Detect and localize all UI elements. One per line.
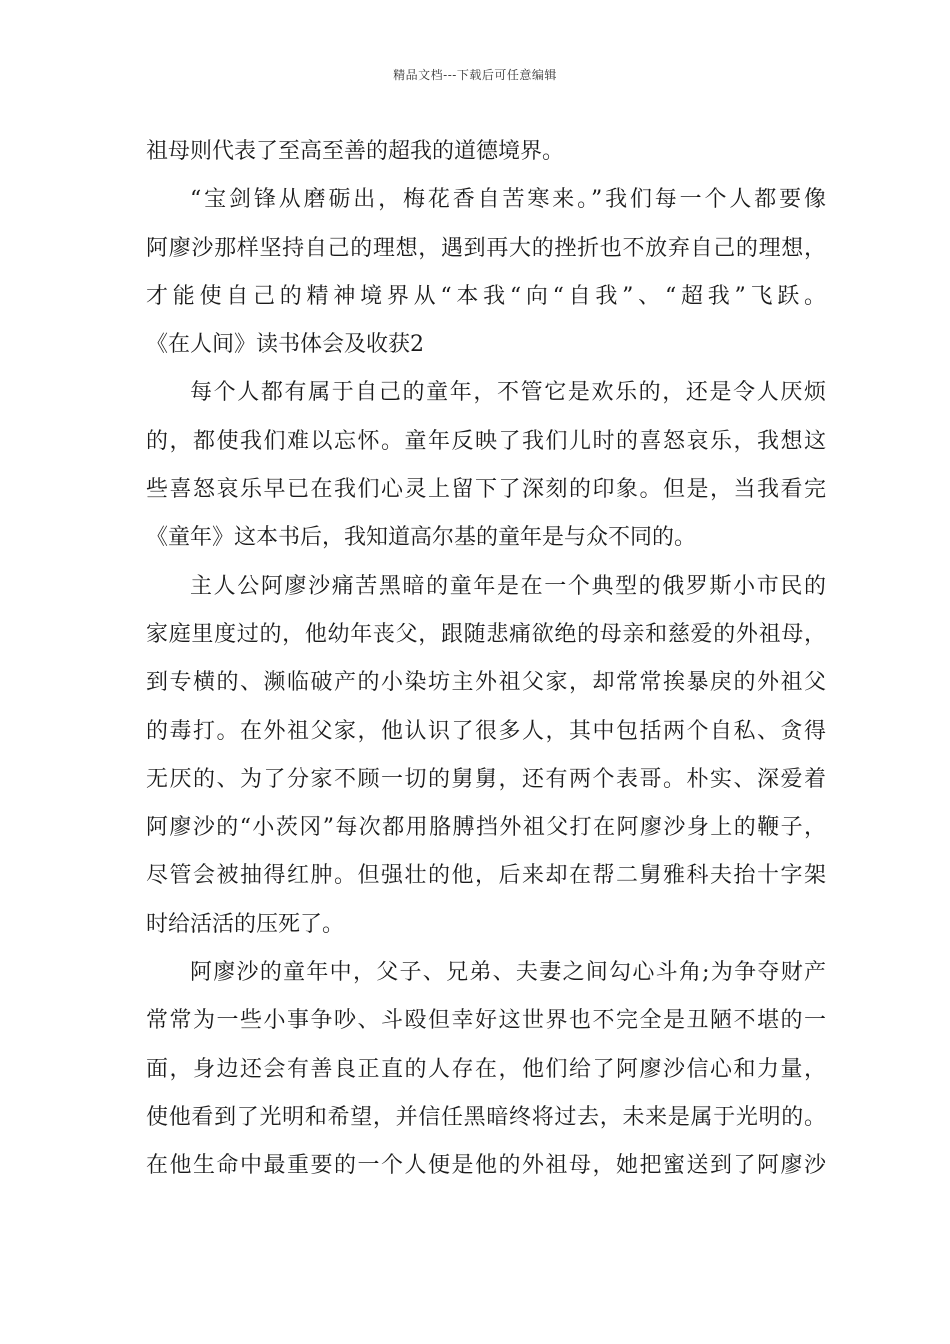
text-line: 无厌的、为了分家不顾一切的舅舅，还有两个表哥。朴实、深爱着 (146, 766, 826, 792)
page-header: 精品文档---下载后可任意编辑 (393, 68, 557, 82)
text-line: 阿廖沙的童年中，父子、兄弟、夫妻之间勾心斗角;为争夺财产 (190, 960, 826, 986)
text-line: 阿廖沙的“小茨冈”每次都用胳膊挡外祖父打在阿廖沙身上的鞭子， (146, 815, 826, 841)
text-line: 到专横的、濒临破产的小染坊主外祖父家，却常常挨暴戾的外祖父 (146, 670, 826, 696)
text-line: 主人公阿廖沙痛苦黑暗的童年是在一个典型的俄罗斯小市民的 (190, 573, 826, 599)
text-line: 阿廖沙那样坚持自己的理想，遇到再大的挫折也不放弃自己的理想， (146, 235, 826, 261)
text-line: 尽管会被抽得红肿。但强壮的他，后来却在帮二舅雅科夫抬十字架 (146, 863, 826, 889)
text-line: 的毒打。在外祖父家，他认识了很多人，其中包括两个自私、贪得 (146, 718, 826, 744)
text-line: 每个人都有属于自己的童年，不管它是欢乐的，还是令人厌烦 (190, 380, 826, 406)
text-line: “宝剑锋从磨砺出，梅花香自苦寒来。”我们每一个人都要像 (190, 187, 826, 213)
text-line: 家庭里度过的，他幼年丧父，跟随悲痛欲绝的母亲和慈爱的外祖母， (146, 621, 826, 647)
text-line: 才能使自己的精神境界从“本我“向“自我”、“超我”飞跃。 (146, 283, 826, 309)
text-line: 《童年》这本书后，我知道高尔基的童年是与众不同的。 (146, 525, 697, 551)
text-line: 使他看到了光明和希望，并信任黑暗终将过去，未来是属于光明的。 (146, 1104, 826, 1130)
text-line: 常常为一些小事争吵、斗殴但幸好这世界也不完全是丑陋不堪的一 (146, 1008, 826, 1034)
text-line: 时给活活的压死了。 (146, 911, 345, 937)
text-line: 些喜怒哀乐早已在我们心灵上留下了深刻的印象。但是，当我看完 (146, 477, 826, 503)
text-line: 的，都使我们难以忘怀。童年反映了我们儿时的喜怒哀乐，我想这 (146, 428, 826, 454)
section-heading: 《在人间》读书体会及收获2 (146, 332, 424, 358)
document-body (146, 128, 826, 1191)
text-line: 面，身边还会有善良正直的人存在，他们给了阿廖沙信心和力量， (146, 1056, 826, 1082)
text-line: 在他生命中最重要的一个人便是他的外祖母，她把蜜送到了阿廖沙 (146, 1153, 826, 1179)
text-line: 祖母则代表了至高至善的超我的道德境界。 (146, 139, 565, 164)
